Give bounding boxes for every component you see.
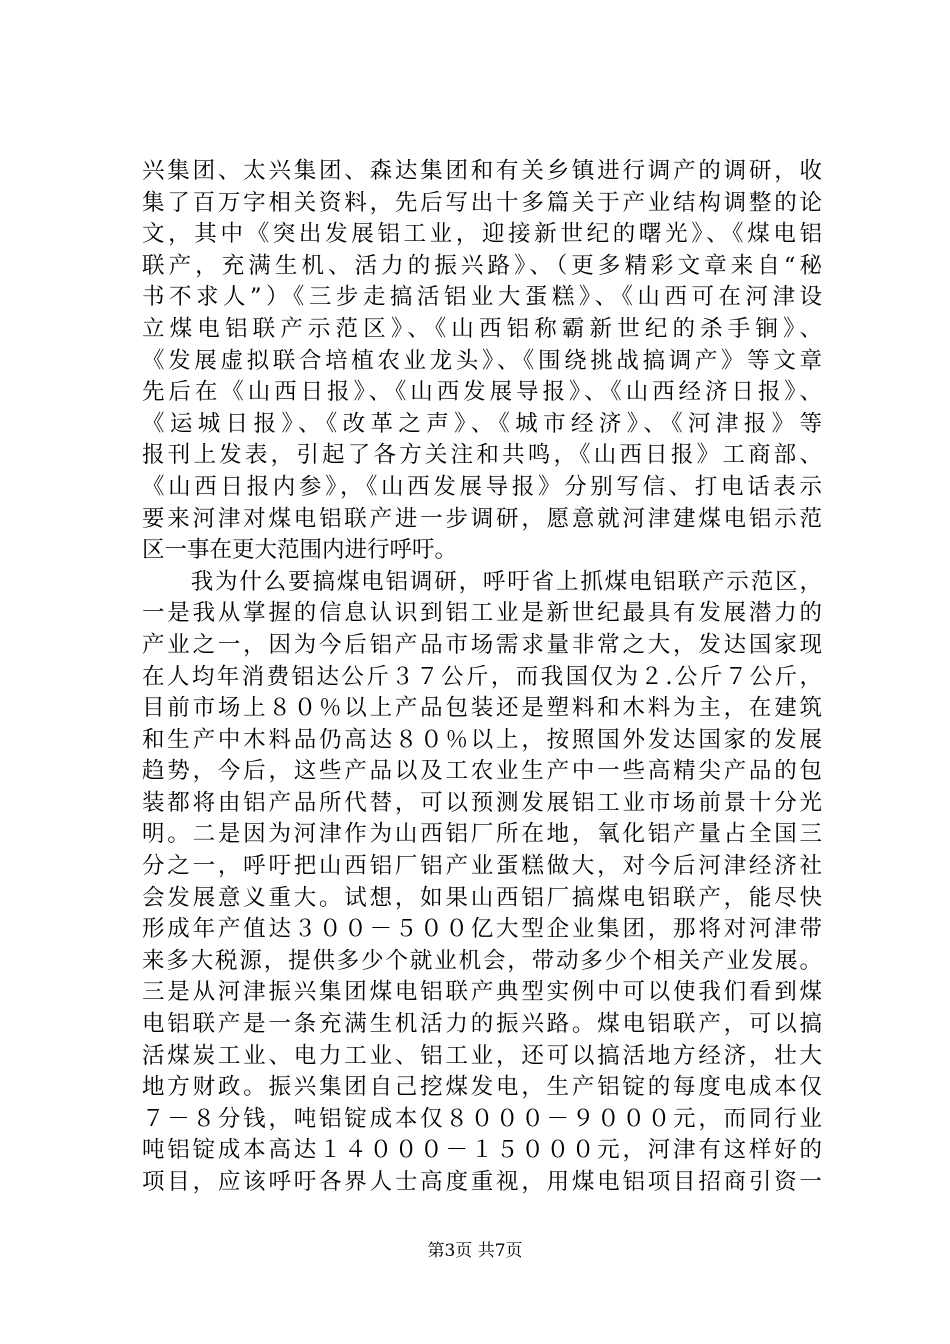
text-line: 活煤炭工业、电力工业、铝工业，还可以搞活地方经济，壮大	[142, 1042, 822, 1069]
text-line: 三是从河津振兴集团煤电铝联产典型实例中可以使我们看到煤	[142, 979, 822, 1006]
text-line: 目前市场上８０％以上产品包装还是塑料和木料为主，在建筑	[142, 695, 822, 722]
text-line: 会发展意义重大。试想，如果山西铝厂搞煤电铝联产，能尽快	[142, 884, 822, 911]
text-line: 和生产中木料品仍高达８０％以上，按照国外发达国家的发展	[142, 726, 822, 753]
text-line: 区一事在更大范围内进行呼吁。	[142, 537, 458, 564]
text-line: 分之一，呼吁把山西铝厂铝产业蛋糕做大，对今后河津经济社	[142, 853, 822, 880]
text-line: 形成年产值达３００－５００亿大型企业集团，那将对河津带	[142, 916, 822, 943]
text-line: 我为什么要搞煤电铝调研，呼吁省上抓煤电铝联产示范区，	[142, 568, 822, 595]
text-line: 先后在《山西日报》、《山西发展导报》、《山西经济日报》、	[142, 379, 822, 406]
text-line: 明。二是因为河津作为山西铝厂所在地，氧化铝产量占全国三	[142, 821, 822, 848]
text-line: 报刊上发表，引起了各方关注和共鸣，《山西日报》工商部、	[142, 442, 822, 469]
text-line: 书不求人”）《三步走搞活铝业大蛋糕》、《山西可在河津设	[142, 284, 822, 311]
text-line: 文，其中《突出发展铝工业，迎接新世纪的曙光》、《煤电铝	[142, 221, 822, 248]
text-line: 在人均年消费铝达公斤３７公斤，而我国仅为２.公斤７公斤，	[142, 663, 822, 690]
text-line: 来多大税源，提供多少个就业机会，带动多少个相关产业发展。	[142, 947, 822, 974]
text-line: 要来河津对煤电铝联产进一步调研，愿意就河津建煤电铝示范	[142, 505, 822, 532]
text-line: 联产，充满生机、活力的振兴路》、（更多精彩文章来自“秘	[142, 252, 822, 279]
text-line: 趋势，今后，这些产品以及工农业生产中一些高精尖产品的包	[142, 758, 822, 785]
document-body	[142, 156, 822, 1199]
paragraph-2	[142, 567, 822, 1199]
text-line: 立煤电铝联产示范区》、《山西铝称霸新世纪的杀手锏》、	[142, 315, 822, 342]
text-line: 装都将由铝产品所代替，可以预测发展铝工业市场前景十分光	[142, 789, 822, 816]
text-line: 电铝联产是一条充满生机活力的振兴路。煤电铝联产，可以搞	[142, 1011, 822, 1038]
text-line: 《发展虚拟联合培植农业龙头》、《围绕挑战搞调产》等文章	[142, 347, 822, 374]
text-line: 项目，应该呼吁各界人士高度重视，用煤电铝项目招商引资一	[142, 1169, 822, 1195]
text-line: 产业之一，因为今后铝产品市场需求量非常之大，发达国家现	[142, 631, 822, 658]
text-line: 集了百万字相关资料，先后写出十多篇关于产业结构调整的论	[142, 189, 822, 216]
paragraph-1	[142, 156, 822, 567]
page-number-footer: 第3页 共7页	[427, 1241, 523, 1261]
text-line: 吨铝锭成本高达１４０００－１５０００元，河津有这样好的	[142, 1137, 822, 1164]
text-line: 《运城日报》、《改革之声》、《城市经济》、《河津报》等	[142, 410, 822, 437]
text-line: 地方财政。振兴集团自己挖煤发电，生产铝锭的每度电成本仅	[142, 1074, 822, 1101]
text-line: 兴集团、太兴集团、森达集团和有关乡镇进行调产的调研，收	[142, 158, 822, 184]
text-line: 《山西日报内参》，《山西发展导报》分别写信、打电话表示	[142, 473, 822, 500]
text-line: 一是我从掌握的信息认识到铝工业是新世纪最具有发展潜力的	[142, 600, 822, 627]
text-line: ７－８分钱，吨铝锭成本仅８０００－９０００元，而同行业	[142, 1105, 822, 1132]
